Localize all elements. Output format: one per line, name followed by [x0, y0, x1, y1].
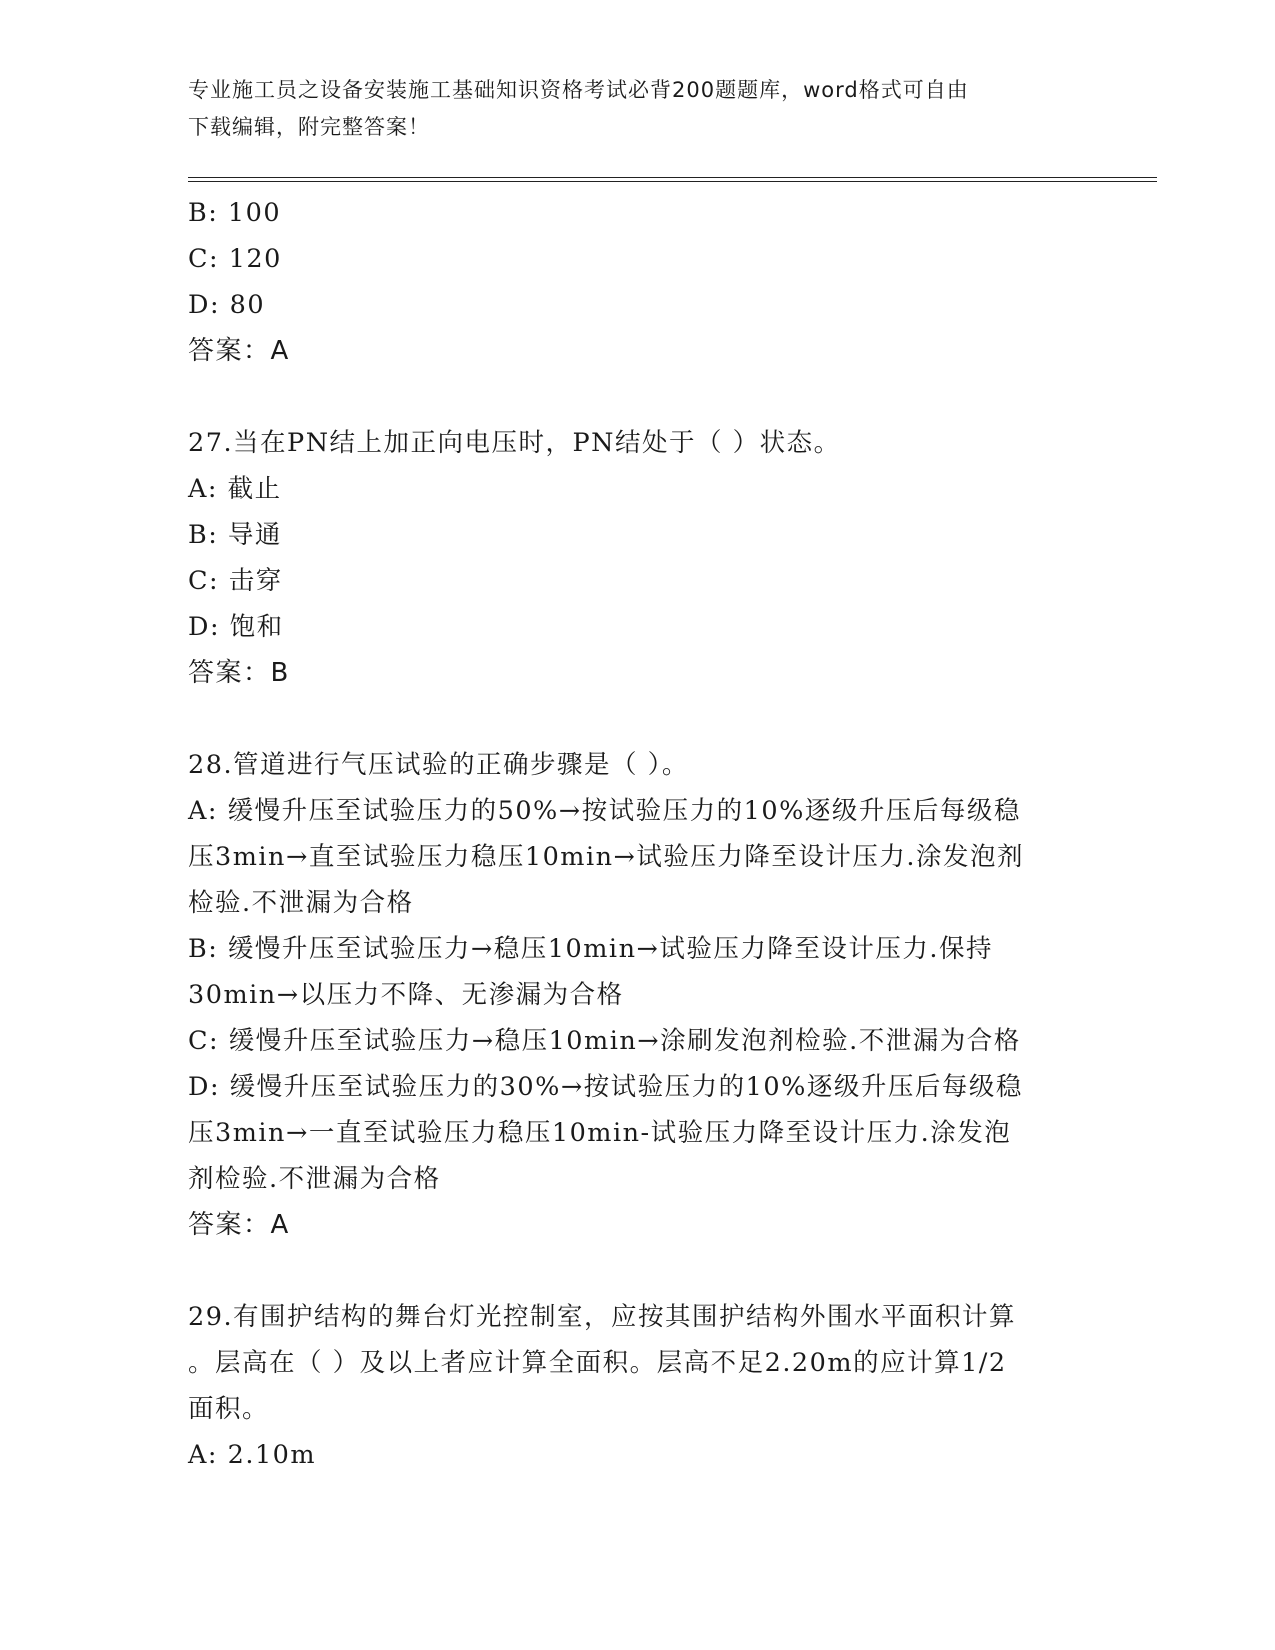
option-text: 压3min→一直至试验压力稳压10min-试验压力降至设计压力.涂发泡 [188, 1118, 1012, 1148]
option-text: C: 击穿 [188, 566, 283, 596]
option-text: 检验.不泄漏为合格 [188, 888, 414, 918]
question-content [188, 190, 1088, 1478]
option-text: D: 80 [188, 290, 266, 320]
question-text: 29.有围护结构的舞台灯光控制室，应按其围护结构外围水平面积计算 [188, 1302, 1017, 1332]
question-text: 27.当在PN结上加正向电压时，PN结处于（ ）状态。 [188, 428, 841, 458]
option-text: 30min→以压力不降、无渗漏为合格 [188, 980, 624, 1010]
option-text: D: 缓慢升压至试验压力的30%→按试验压力的10%逐级升压后每级稳 [188, 1072, 1023, 1102]
option-text: B: 导通 [188, 520, 282, 550]
header-line-2: 下载编辑，附完整答案！ [188, 115, 430, 139]
option-text: A: 截止 [188, 474, 282, 504]
header-line-1: 专业施工员之设备安装施工基础知识资格考试必背200题题库，word格式可自由 [188, 78, 969, 102]
option-text: A: 2.10m [188, 1440, 317, 1470]
option-text: 压3min→直至试验压力稳压10min→试验压力降至设计压力.涂发泡剂 [188, 842, 1025, 872]
document-header [188, 72, 1068, 146]
option-text: C: 缓慢升压至试验压力→稳压10min→涂刷发泡剂检验.不泄漏为合格 [188, 1026, 1021, 1056]
question-text: 面积。 [188, 1394, 270, 1424]
option-text: D: 饱和 [188, 612, 284, 642]
answer-line: 答案：A [188, 1210, 290, 1240]
header-divider-top [188, 177, 1157, 178]
option-text: B: 100 [188, 198, 282, 228]
question-text: 28.管道进行气压试验的正确步骤是（ ）。 [188, 750, 689, 780]
header-divider-bottom [188, 181, 1157, 182]
spacer [188, 374, 1088, 420]
spacer [188, 1248, 1088, 1294]
option-text: B: 缓慢升压至试验压力→稳压10min→试验压力降至设计压力.保持 [188, 934, 993, 964]
answer-line: 答案：B [188, 658, 290, 688]
question-text: 。层高在（ ）及以上者应计算全面积。层高不足2.20m的应计算1/2 [188, 1348, 1007, 1378]
option-text: 剂检验.不泄漏为合格 [188, 1164, 441, 1194]
option-text: A: 缓慢升压至试验压力的50%→按试验压力的10%逐级升压后每级稳 [188, 796, 1021, 826]
option-text: C: 120 [188, 244, 282, 274]
spacer [188, 696, 1088, 742]
answer-line: 答案：A [188, 336, 290, 366]
